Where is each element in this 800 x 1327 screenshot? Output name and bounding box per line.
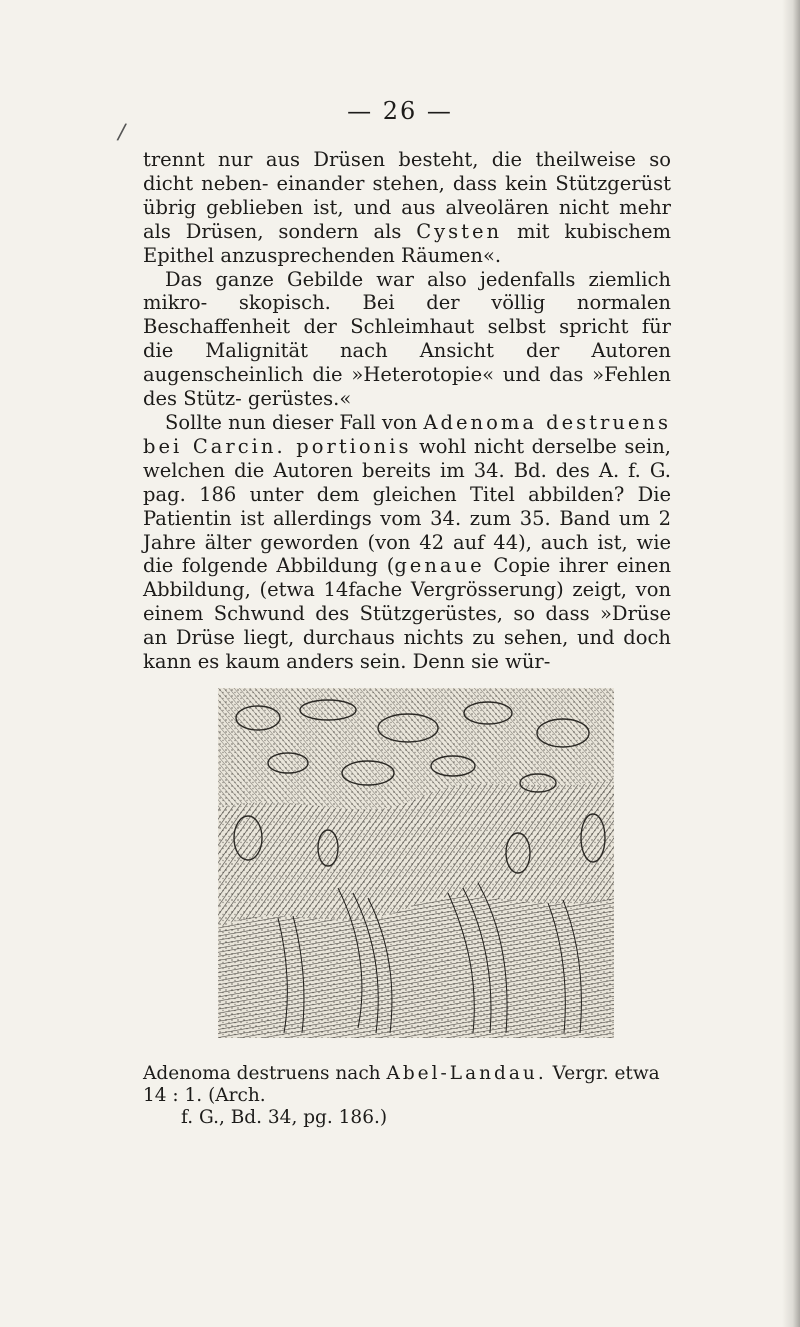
caption-start: Adenoma destruens nach <box>143 1063 381 1084</box>
paragraph-2: Das ganze Gebilde war also jedenfalls ziemlich mikro- skopisch. Bei der völlig normalen Beschaffenheit der Schleimhaut selbst spricht für die Malignität nach Ansicht der Autoren augenscheinlich die »Heterotopie« und das »Fehlen des Stütz- gerüstes.« <box>143 267 671 411</box>
page-edge-shadow <box>782 0 800 1327</box>
paragraph-3 <box>143 411 671 674</box>
caption-authors: Abel-Landau. <box>386 1063 547 1084</box>
margin-mark: / <box>115 119 128 146</box>
histology-figure <box>218 688 614 1038</box>
paragraph-1 <box>143 148 671 268</box>
spaced-term-adenoma: Adenoma destruens bei Carcin. portionis <box>143 410 672 458</box>
paragraph-1-end: mit kubischem Epithel anzusprechenden Räumen«. <box>143 219 671 267</box>
paragraph-3-mid: wohl nicht derselbe sein, welchen die Autoren bereits im 34. Bd. des A. f. G. pag. 186 unter dem gleichen Titel abbilden? Die Patientin ist allerdings vom 34. zum 35. Band um 2 Jahre älter geworden (von 42 auf 44), auch ist, wie die folgende Abbildung ( <box>143 434 671 578</box>
page-number: — 26 — <box>347 97 453 125</box>
paragraph-3-start: Sollte nun dieser Fall von <box>165 410 418 434</box>
paragraph-3-end: Copie ihrer einen Abbildung, (etwa 14fache Vergrösserung) zeigt, von einem Schwund des Stützgerüstes, so dass »Drüse an Drüse liegt, durchaus nichts zu sehen, und doch kann es kaum anders sein. Denn sie wür- <box>143 554 672 674</box>
spaced-term-cysten: Cysten <box>416 219 503 243</box>
paragraph-1-text: trennt nur aus Drüsen besteht, die theilweise so dicht neben- einander stehen, dass kein Stützgerüst übrig geblieben ist, und aus alveolären nicht mehr als Drüsen, sondern als <box>143 148 671 243</box>
histology-engraving <box>218 688 614 1038</box>
caption-end: Vergr. etwa 14 : 1. (Arch. <box>143 1063 660 1106</box>
body-text <box>143 148 671 674</box>
spaced-term-genaue: genaue <box>394 554 485 578</box>
figure-caption <box>143 1063 678 1129</box>
caption-line-2: f. G., Bd. 34, pg. 186.) <box>181 1107 388 1128</box>
